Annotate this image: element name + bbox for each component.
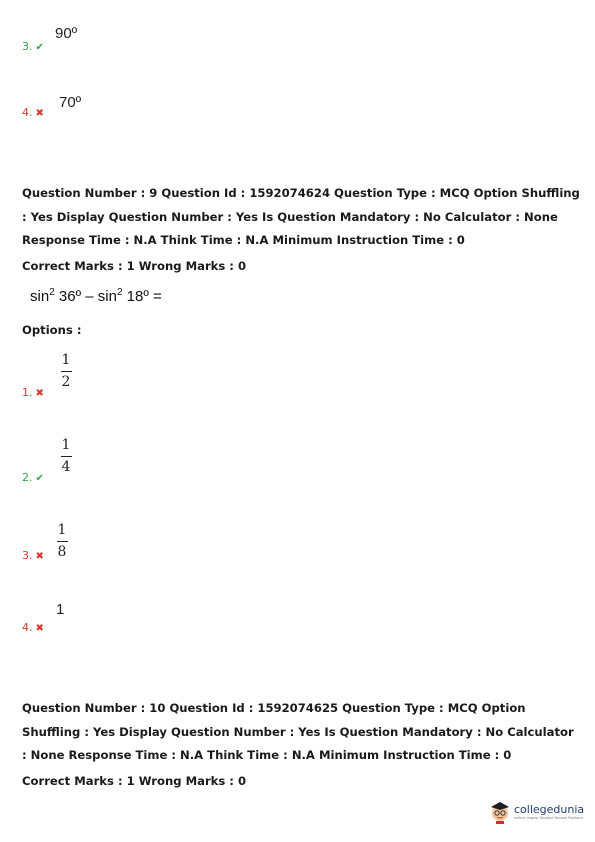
q9-option-4-number: 4. ✖ [22, 621, 44, 634]
fraction-bar [61, 371, 72, 372]
q9-option-2-fraction: 1 4 [61, 437, 71, 475]
options-label: Options : [22, 323, 82, 337]
option-3-value: 90º [55, 25, 78, 42]
question-9-meta: Question Number : 9 Question Id : 1592074624 Question Type : MCQ Option Shuffling : Yes Display Question Number : Yes Is Question Mandatory : No Calculator : None Response Time : N.A Think Time : N.A Minimum Instruction Time : 0 [22, 186, 580, 247]
question-9-marks: Correct Marks : 1 Wrong Marks : 0 [22, 259, 247, 273]
cross-icon: ✖ [35, 623, 44, 634]
question-10-meta: Question Number : 10 Question Id : 1592074625 Question Type : MCQ Option Shuffling : Yes Display Question Number : Yes Is Question Mandatory : No Calculator : None Response Time : N.A Think Time : N.A Minimum Instruction Time : 0 [22, 701, 574, 762]
q9-option-1-fraction: 1 2 [61, 352, 71, 390]
cross-icon: ✖ [35, 108, 44, 119]
logo-name: collegedunia [514, 802, 585, 816]
option-3-number: 3. ✔ [22, 40, 44, 53]
q9-option-3-number: 3. ✖ [22, 549, 44, 562]
q9-option-3-fraction: 1 8 [57, 522, 67, 560]
question-10-marks: Correct Marks : 1 Wrong Marks : 0 [22, 774, 247, 788]
q9-option-4-value: 1 [56, 601, 65, 618]
q9-option-2-number: 2. ✔ [22, 471, 44, 484]
cross-icon: ✖ [35, 551, 44, 562]
question-9-text: $\sin^2$ 36º – $\sin^2$ 18º = [30, 287, 162, 305]
fraction-bar [57, 541, 68, 542]
option-4-value: 70º [59, 94, 82, 111]
student-mascot-icon [489, 798, 511, 824]
cross-icon: ✖ [35, 388, 44, 399]
logo-text-group [514, 803, 584, 820]
q9-option-1-number: 1. ✖ [22, 386, 44, 399]
fraction-bar [61, 456, 72, 457]
check-icon: ✔ [35, 42, 44, 53]
collegedunia-logo [489, 798, 584, 824]
option-4-number: 4. ✖ [22, 106, 44, 119]
logo-tagline: India's largest Student Review Platform [514, 815, 583, 820]
check-icon: ✔ [35, 473, 44, 484]
